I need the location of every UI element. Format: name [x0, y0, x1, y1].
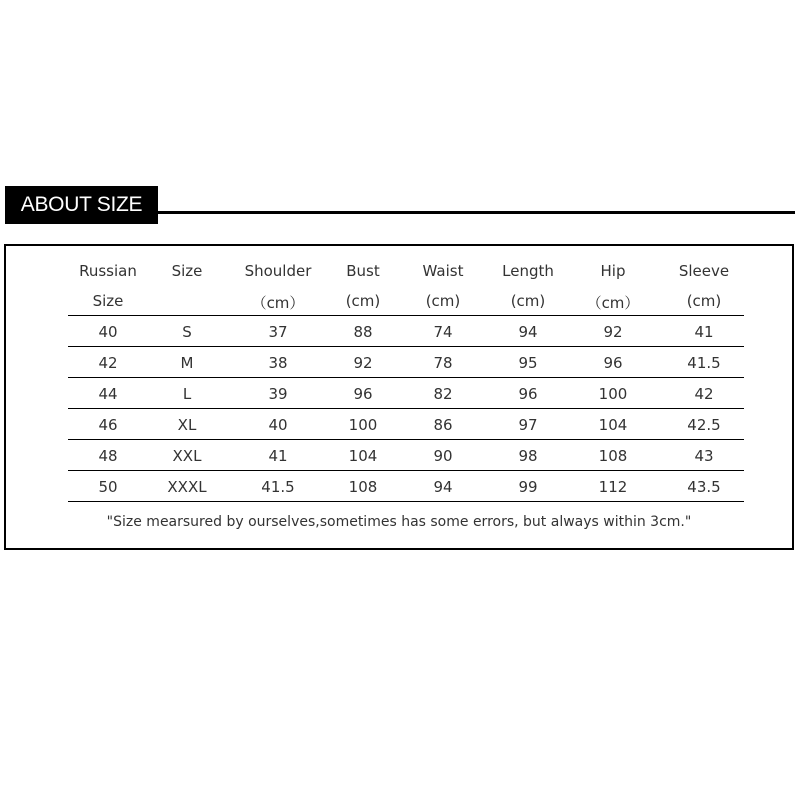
table-cell-russian-size: 40 [98, 323, 118, 341]
table-cell-hip: 92 [603, 323, 623, 341]
row-divider [68, 501, 744, 502]
table-cell-hip: 100 [598, 385, 628, 403]
section-heading [5, 186, 795, 224]
table-cell-shoulder: 40 [268, 416, 288, 434]
column-header-shoulder: Shoulder [244, 262, 312, 280]
column-header-hip-unit: （cm） [586, 294, 640, 312]
table-cell-waist: 82 [433, 385, 453, 403]
table-cell-waist: 90 [433, 447, 453, 465]
table-cell-size: M [180, 354, 194, 372]
table-cell-size: L [182, 385, 192, 403]
table-cell-russian-size: 50 [98, 478, 118, 496]
row-divider [68, 439, 744, 440]
size-chart [4, 244, 794, 550]
table-cell-bust: 108 [348, 478, 378, 496]
column-header-size: Size [171, 262, 203, 280]
column-header-russian-size-unit: Size [92, 292, 124, 310]
measurement-note: "Size mearsured by ourselves,sometimes has some errors, but always within 3cm." [106, 514, 692, 530]
table-cell-shoulder: 38 [268, 354, 288, 372]
section-title: ABOUT SIZE [5, 186, 158, 224]
table-cell-length: 94 [518, 323, 538, 341]
row-divider [68, 315, 744, 316]
column-header-length-unit: (cm) [510, 292, 546, 310]
table-cell-length: 96 [518, 385, 538, 403]
table-cell-size: XXXL [167, 478, 207, 496]
table-cell-length: 95 [518, 354, 538, 372]
column-header-sleeve: Sleeve [678, 262, 730, 280]
column-header-waist: Waist [422, 262, 464, 280]
table-cell-shoulder: 37 [268, 323, 288, 341]
table-cell-waist: 94 [433, 478, 453, 496]
table-cell-sleeve: 43.5 [687, 478, 721, 496]
table-cell-hip: 112 [598, 478, 628, 496]
row-divider [68, 377, 744, 378]
table-cell-size: S [182, 323, 192, 341]
column-header-hip: Hip [600, 262, 626, 280]
row-divider [68, 346, 744, 347]
column-header-bust-unit: (cm) [345, 292, 381, 310]
table-cell-bust: 92 [353, 354, 373, 372]
column-header-russian-size: Russian [79, 262, 137, 280]
table-cell-waist: 86 [433, 416, 453, 434]
table-cell-length: 97 [518, 416, 538, 434]
table-cell-russian-size: 46 [98, 416, 118, 434]
row-divider [68, 408, 744, 409]
table-cell-sleeve: 41.5 [687, 354, 721, 372]
table-cell-hip: 104 [598, 416, 628, 434]
table-cell-hip: 96 [603, 354, 623, 372]
table-cell-sleeve: 42.5 [687, 416, 721, 434]
table-cell-sleeve: 41 [694, 323, 714, 341]
table-cell-sleeve: 42 [694, 385, 714, 403]
table-cell-waist: 74 [433, 323, 453, 341]
column-header-length: Length [502, 262, 554, 280]
column-header-sleeve-unit: (cm) [686, 292, 722, 310]
column-header-waist-unit: (cm) [425, 292, 461, 310]
table-cell-size: XXL [172, 447, 202, 465]
table-cell-russian-size: 42 [98, 354, 118, 372]
table-cell-hip: 108 [598, 447, 628, 465]
table-cell-sleeve: 43 [694, 447, 714, 465]
table-cell-length: 99 [518, 478, 538, 496]
table-cell-size: XL [177, 416, 197, 434]
table-cell-shoulder: 41 [268, 447, 288, 465]
column-header-bust: Bust [346, 262, 380, 280]
column-header-shoulder-unit: （cm） [251, 294, 305, 312]
table-cell-russian-size: 48 [98, 447, 118, 465]
table-cell-bust: 104 [348, 447, 378, 465]
table-cell-bust: 96 [353, 385, 373, 403]
table-cell-bust: 100 [348, 416, 378, 434]
heading-divider [158, 211, 795, 214]
table-cell-bust: 88 [353, 323, 373, 341]
table-cell-waist: 78 [433, 354, 453, 372]
table-cell-shoulder: 41.5 [261, 478, 295, 496]
row-divider [68, 470, 744, 471]
table-cell-russian-size: 44 [98, 385, 118, 403]
table-cell-length: 98 [518, 447, 538, 465]
table-cell-shoulder: 39 [268, 385, 288, 403]
